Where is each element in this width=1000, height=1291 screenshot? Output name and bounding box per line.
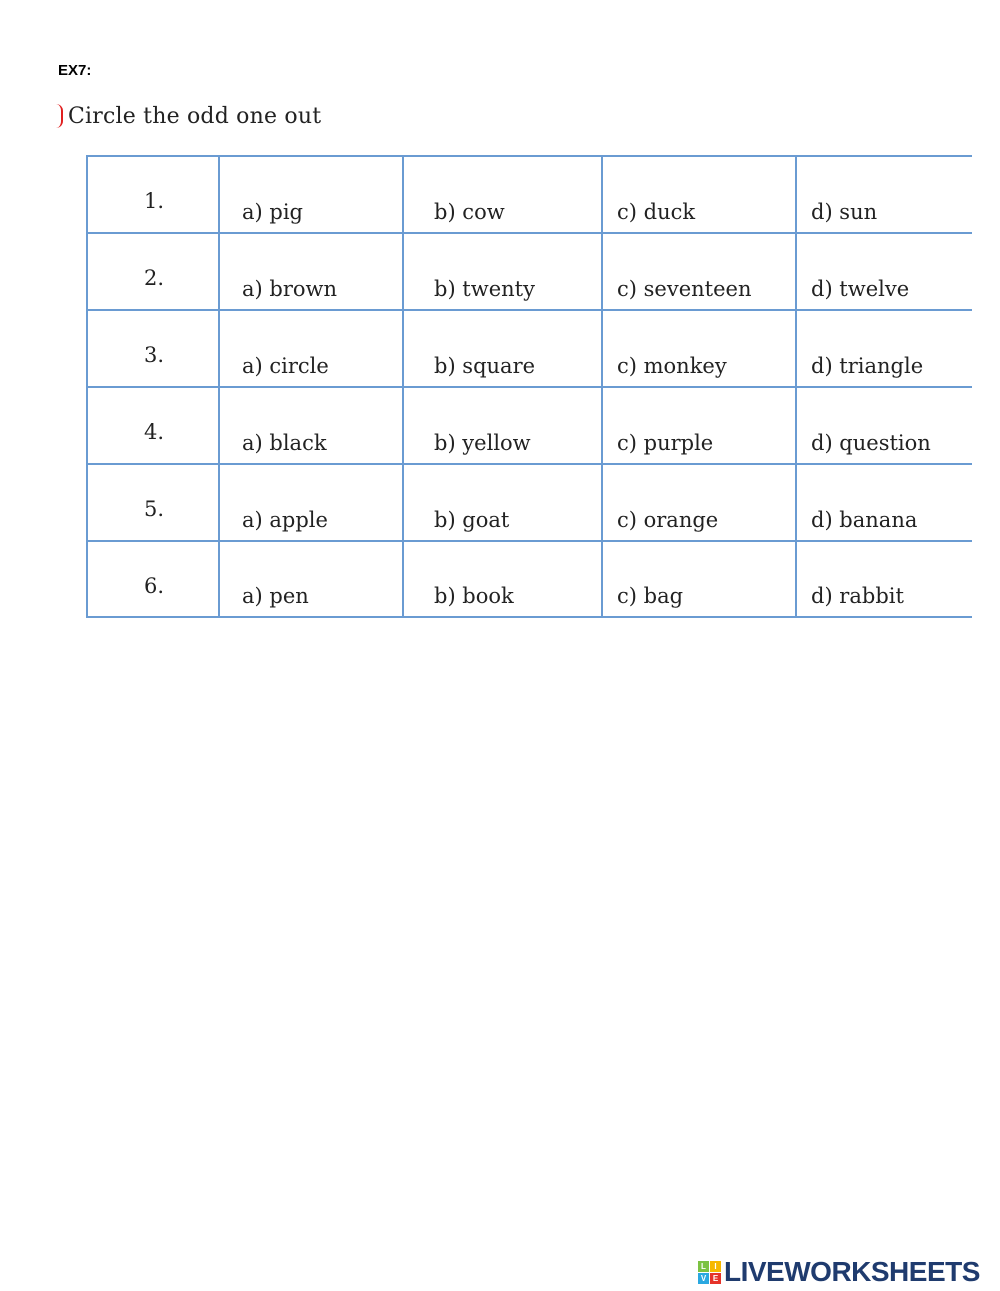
answer-option[interactable]: c) bag bbox=[602, 541, 796, 617]
answer-option[interactable]: b) goat bbox=[403, 464, 602, 541]
question-number: 1. bbox=[87, 156, 219, 233]
logo-badge-letter: E bbox=[710, 1273, 721, 1284]
answer-option[interactable]: c) purple bbox=[602, 387, 796, 464]
answer-option[interactable]: c) seventeen bbox=[602, 233, 796, 310]
answer-option[interactable]: a) apple bbox=[219, 464, 403, 541]
answer-option[interactable]: d) sun bbox=[796, 156, 972, 233]
red-mark bbox=[56, 104, 63, 128]
table-row bbox=[87, 156, 972, 233]
answer-option[interactable]: d) rabbit bbox=[796, 541, 972, 617]
logo-badge-letter: L bbox=[698, 1261, 709, 1272]
table-row bbox=[87, 541, 972, 617]
table-row bbox=[87, 310, 972, 387]
question-number: 5. bbox=[87, 464, 219, 541]
question-number: 4. bbox=[87, 387, 219, 464]
logo-text: LIVEWORKSHEETS bbox=[724, 1256, 980, 1287]
table-row bbox=[87, 233, 972, 310]
answer-option[interactable]: c) duck bbox=[602, 156, 796, 233]
exercise-table bbox=[86, 155, 972, 618]
table-row bbox=[87, 464, 972, 541]
answer-option[interactable]: d) triangle bbox=[796, 310, 972, 387]
logo-badge-letter: I bbox=[710, 1261, 721, 1272]
answer-option[interactable]: c) monkey bbox=[602, 310, 796, 387]
answer-option[interactable]: b) cow bbox=[403, 156, 602, 233]
answer-option[interactable]: b) twenty bbox=[403, 233, 602, 310]
exercise-label: EX7: bbox=[58, 62, 92, 79]
table-row bbox=[87, 387, 972, 464]
liveworksheets-logo bbox=[698, 1256, 980, 1288]
answer-option[interactable]: d) banana bbox=[796, 464, 972, 541]
answer-option[interactable]: a) pig bbox=[219, 156, 403, 233]
answer-option[interactable]: b) yellow bbox=[403, 387, 602, 464]
instruction bbox=[56, 104, 321, 129]
answer-option[interactable]: d) twelve bbox=[796, 233, 972, 310]
logo-badge-letter: V bbox=[698, 1273, 709, 1284]
instruction-text: Circle the odd one out bbox=[68, 104, 322, 129]
answer-option[interactable]: a) brown bbox=[219, 233, 403, 310]
answer-option[interactable]: b) book bbox=[403, 541, 602, 617]
question-number: 2. bbox=[87, 233, 219, 310]
answer-option[interactable]: a) pen bbox=[219, 541, 403, 617]
answer-option[interactable]: a) circle bbox=[219, 310, 403, 387]
question-number: 6. bbox=[87, 541, 219, 617]
answer-option[interactable]: c) orange bbox=[602, 464, 796, 541]
logo-badge-icon bbox=[698, 1261, 721, 1284]
answer-option[interactable]: a) black bbox=[219, 387, 403, 464]
question-number: 3. bbox=[87, 310, 219, 387]
answer-option[interactable]: b) square bbox=[403, 310, 602, 387]
answer-option[interactable]: d) question bbox=[796, 387, 972, 464]
